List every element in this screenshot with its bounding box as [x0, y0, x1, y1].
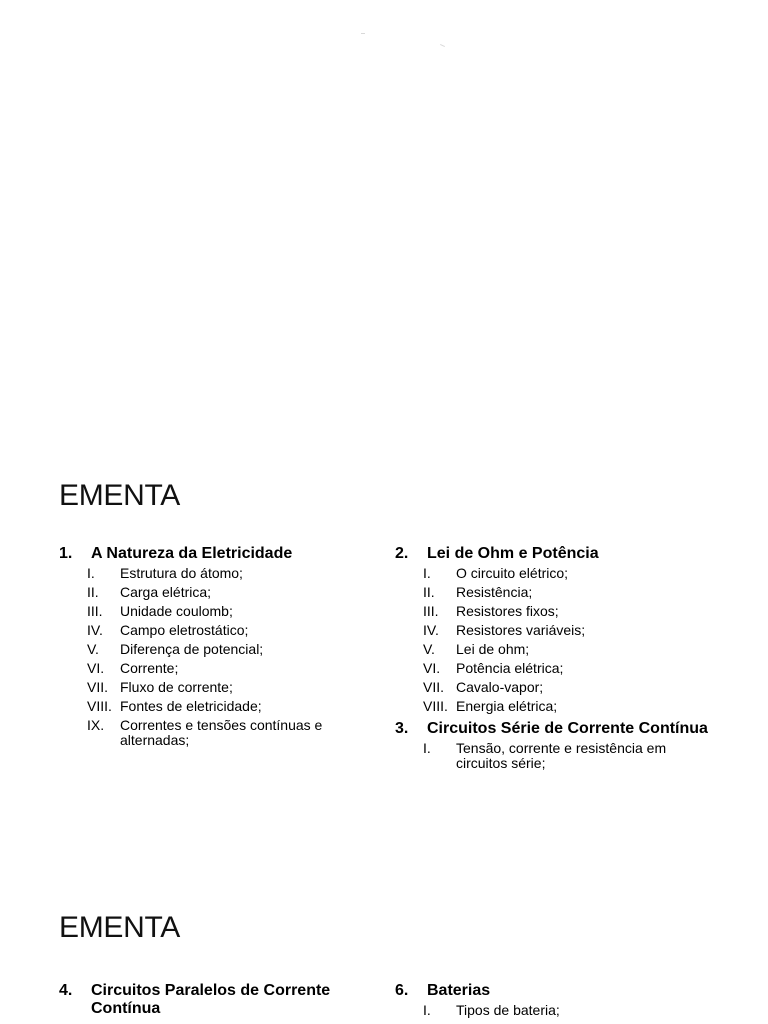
roman-numeral: VIII.: [87, 698, 112, 714]
section-3: [395, 720, 715, 771]
roman-numeral: VII.: [423, 679, 445, 695]
topic-list: [395, 1001, 715, 1020]
roman-numeral: IV.: [423, 622, 439, 638]
list-item: [423, 1001, 715, 1020]
topic-list: [395, 564, 715, 716]
topic-list: [395, 739, 715, 771]
section-number: 3.: [395, 720, 409, 737]
topic-text: Tipos de bateria;: [456, 1002, 560, 1018]
section-4: [59, 982, 379, 1018]
topic-text: Resistores variáveis;: [456, 622, 586, 638]
list-item: [87, 659, 379, 678]
section-title: Lei de Ohm e Potência: [427, 545, 599, 562]
topic-text: Potência elétrica;: [456, 660, 564, 676]
list-item: [87, 602, 379, 621]
list-item: [87, 640, 379, 659]
topic-text: Lei de ohm;: [456, 641, 530, 657]
list-item: [87, 564, 379, 583]
right-column: [395, 982, 715, 1024]
topic-text: Diferença de potencial;: [120, 641, 264, 657]
list-item: [423, 583, 715, 602]
list-item: [423, 739, 715, 771]
roman-numeral: VI.: [87, 660, 105, 676]
section-heading: [395, 545, 715, 563]
roman-numeral: II.: [423, 584, 435, 600]
list-item: [87, 716, 379, 748]
section-number: 4.: [59, 982, 73, 999]
topic-text: Unidade coulomb;: [120, 603, 233, 619]
section-title: Circuitos Paralelos de Corrente Contínua: [91, 982, 331, 1017]
roman-numeral: III.: [87, 603, 103, 619]
section-6: [395, 982, 715, 1020]
section-heading: [59, 545, 379, 563]
roman-numeral: V.: [87, 641, 99, 657]
topic-text: Resistores fixos;: [456, 603, 559, 619]
roman-numeral: I.: [423, 1002, 431, 1018]
roman-numeral: VIII.: [423, 698, 448, 714]
list-item: [87, 697, 379, 716]
list-item: [87, 583, 379, 602]
section-title: Baterias: [427, 982, 491, 999]
section-heading: [395, 720, 715, 738]
list-item: [423, 697, 715, 716]
section-number: 1.: [59, 545, 73, 562]
topic-text: Tensão, corrente e resistência em circuitos série;: [456, 740, 667, 771]
list-item: [423, 640, 715, 659]
list-item: [87, 678, 379, 697]
right-column: [395, 545, 715, 775]
section-heading: [59, 982, 379, 1018]
topic-text: Fontes de eletricidade;: [120, 698, 262, 714]
list-item: [423, 678, 715, 697]
section-title: Circuitos Série de Corrente Contínua: [427, 720, 708, 737]
stray-mark: [361, 33, 365, 34]
left-column: [59, 545, 379, 752]
left-column: [59, 982, 379, 1022]
section-heading: [395, 982, 715, 1000]
topic-text: Estrutura do átomo;: [120, 565, 243, 581]
list-item: [423, 602, 715, 621]
topic-text: Carga elétrica;: [120, 584, 212, 600]
roman-numeral: III.: [423, 603, 439, 619]
list-item: [423, 621, 715, 640]
section-number: 2.: [395, 545, 409, 562]
stray-mark: [440, 44, 445, 47]
roman-numeral: VII.: [87, 679, 109, 695]
slide-ementa-2: [0, 864, 768, 1024]
slide-ementa-1: [0, 432, 768, 864]
roman-numeral: I.: [423, 565, 431, 581]
section-title: A Natureza da Eletricidade: [91, 545, 293, 562]
topic-text: Campo eletrostático;: [120, 622, 249, 638]
roman-numeral: I.: [87, 565, 95, 581]
section-2: [395, 545, 715, 716]
section-number: 6.: [395, 982, 409, 999]
topic-text: O circuito elétrico;: [456, 565, 569, 581]
slide-title: EMENTA: [59, 479, 180, 512]
roman-numeral: IV.: [87, 622, 103, 638]
roman-numeral: II.: [87, 584, 99, 600]
list-item: [423, 564, 715, 583]
topic-text: Resistência;: [456, 584, 533, 600]
topic-text: Energia elétrica;: [456, 698, 558, 714]
slide-blank: [0, 0, 768, 432]
list-item: [423, 659, 715, 678]
topic-text: Corrente;: [120, 660, 179, 676]
roman-numeral: IX.: [87, 717, 105, 733]
topic-list: [59, 564, 379, 748]
roman-numeral: I.: [423, 740, 431, 756]
roman-numeral: VI.: [423, 660, 441, 676]
list-item: [87, 621, 379, 640]
topic-text: Fluxo de corrente;: [120, 679, 233, 695]
slide-title: EMENTA: [59, 911, 180, 944]
topic-text: Cavalo-vapor;: [456, 679, 544, 695]
roman-numeral: V.: [423, 641, 435, 657]
section-1: [59, 545, 379, 748]
topic-text: Correntes e tensões contínuas e alternadas;: [120, 717, 323, 748]
